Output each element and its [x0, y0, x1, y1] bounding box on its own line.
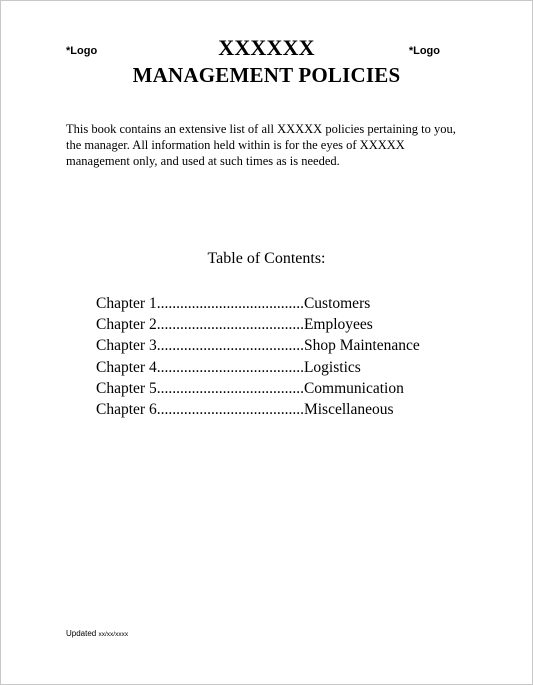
- toc-chapter: Chapter 1: [96, 295, 157, 312]
- toc-chapter: Chapter 3: [96, 337, 157, 355]
- footer-date: xx/xx/xxxx: [98, 631, 129, 638]
- logo-placeholder-right: *Logo: [408, 45, 440, 57]
- toc-entry: [96, 378, 420, 399]
- toc-title: Logistics: [303, 358, 361, 376]
- toc-title: Customers: [303, 295, 371, 312]
- logo-placeholder-left: *Logo: [66, 45, 98, 57]
- toc-title: Shop Maintenance: [303, 337, 420, 355]
- toc-entry: [96, 335, 420, 356]
- toc-leader: ......................................: [156, 337, 304, 355]
- footer-label: Updated: [66, 629, 97, 638]
- toc-chapter: Chapter 6: [96, 401, 157, 419]
- toc-chapter: Chapter 5: [96, 379, 157, 397]
- toc-title: Communication: [303, 379, 404, 397]
- toc-leader: ......................................: [156, 401, 304, 419]
- toc-leader: ......................................: [156, 316, 304, 334]
- toc-title: Employees: [303, 316, 373, 334]
- table-of-contents: [96, 293, 420, 420]
- toc-chapter: Chapter 2: [96, 316, 157, 334]
- toc-leader: ......................................: [156, 295, 304, 312]
- toc-leader: ......................................: [156, 358, 304, 376]
- toc-entry: [96, 314, 420, 335]
- footer-updated: [66, 629, 128, 638]
- toc-entry: [96, 399, 420, 420]
- toc-chapter: Chapter 4: [96, 358, 157, 376]
- toc-leader: ......................................: [156, 379, 304, 397]
- title-company: XXXXXX: [218, 35, 315, 60]
- toc-entry: [96, 293, 420, 314]
- intro-paragraph: This book contains an extensive list of all XXXXX policies pertaining to you, the manager. All information held within is for the eyes of XXXXX management only, and used at such times as is needed.: [66, 122, 456, 168]
- toc-entry: [96, 357, 420, 378]
- toc-title: Miscellaneous: [303, 401, 394, 419]
- title-management-policies: MANAGEMENT POLICIES: [132, 63, 401, 87]
- toc-heading: Table of Contents:: [207, 250, 326, 267]
